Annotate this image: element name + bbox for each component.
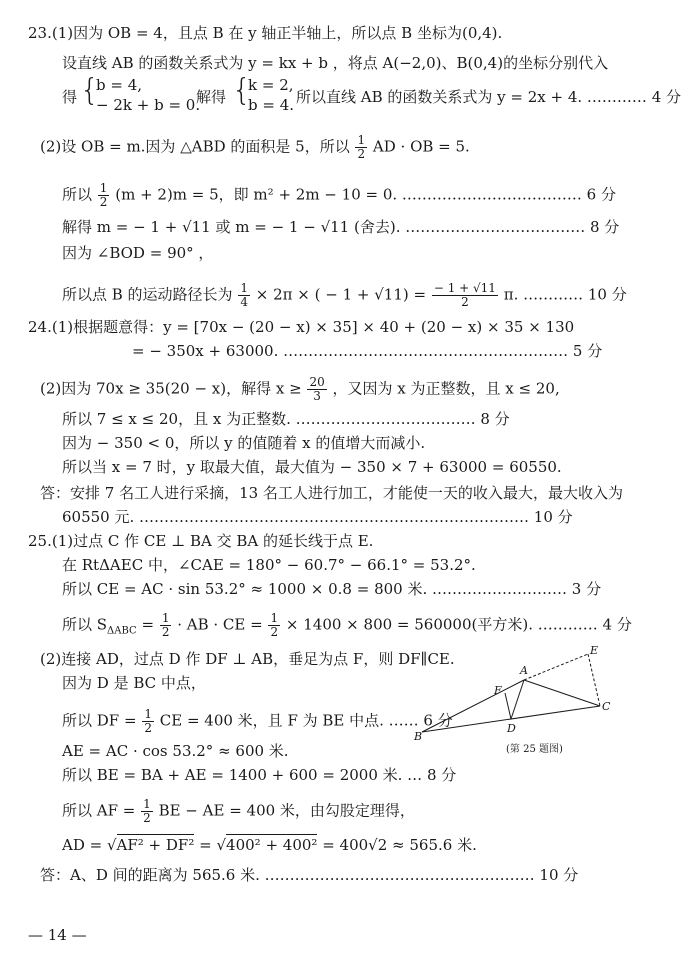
segment-DF (505, 693, 511, 719)
p23-line1: 23.(1)因为 OB = 4，且点 B 在 y 轴正半轴上，所以点 B 坐标为(0,4). (28, 24, 503, 42)
p23-line3-a: 得 (62, 88, 78, 106)
p24-line1: 24.(1)根据题意得：y = [70x − (20 − x) × 35] × 40 + (20 − x) × 35 × 130 (28, 318, 575, 336)
p23-line3-b: 解得 (196, 88, 227, 106)
p25-part2-line7: AD = √AF² + DF² = √400² + 400² = 400√2 ≈ 565.6 米. (62, 836, 477, 854)
p23-part2-line1: (2)设 OB = m.因为 △ABD 的面积是 5，所以 $\frac{1}{2}$ AD · OB = 5. (40, 133, 470, 161)
segment-AC (524, 680, 600, 706)
p25-part2-line5: 所以 BE = BA + AE = 1400 + 600 = 2000 米. … 8 分 (62, 766, 457, 784)
label-D: D (507, 722, 516, 735)
p24-line2: = − 350x + 63000. ………………………………………………… 5 分 (132, 342, 603, 360)
system2-row2: b = 4. (248, 96, 295, 114)
segment-CE (588, 654, 600, 706)
label-F: F (494, 684, 502, 697)
page-number: — 14 — (28, 926, 87, 944)
p24-answer-line1: 答：安排 7 名工人进行采摘，13 名工人进行加工，才能使一天的收入最大，最大收入为 (40, 484, 623, 502)
p25-part2-line2: 因为 D 是 BC 中点， (62, 674, 206, 692)
p24-answer-line2: 60550 元. …………………………………………………………………… 10 分 (62, 508, 573, 526)
p23-part2-line5: 所以点 B 的运动路径长为 $\frac{1}{4}$ × 2π × ( − 1 + √11) = $\frac{- 1 + √11}{2}$ π. ………… 10 分 (62, 281, 627, 309)
p25-part2-line1: (2)连接 AD，过点 D 作 DF ⊥ AB，垂足为点 F，则 DF∥CE. (40, 650, 455, 668)
p25-answer: 答：A、D 间的距离为 565.6 米. ……………………………………………… 10 分 (40, 866, 579, 884)
label-E: E (590, 644, 599, 657)
p25-part2-line6: 所以 AF = $\frac{1}{2}$ BE − AE = 400 米，由勾股定理得， (62, 797, 415, 825)
p23-line2: 设直线 AB 的函数关系式为 y = kx + b ，将点 A(−2,0)、B(0,4)的坐标分别代入 (62, 54, 609, 72)
system1-row2: − 2k + b = 0. (96, 96, 201, 114)
segment-AE-extension (524, 654, 588, 680)
label-A: A (520, 664, 528, 677)
p25-line2: 在 RtΔAEC 中，∠CAE = 180° − 60.7° − 66.1° = 53.2°. (62, 556, 476, 574)
system1-row1: b = 4, (96, 76, 143, 94)
p25-line4: 所以 $S_{\Delta ABC}$ = $\frac{1}{2}$ · AB · CE = $\frac{1}{2}$ × 1400 × 800 = 560000(平方米). ………… 4 分 (62, 611, 632, 639)
system2-row1: k = 2, (248, 76, 294, 94)
p23-line3-c: 所以直线 AB 的函数关系式为 y = 2x + 4. ………… 4 分 (296, 88, 681, 106)
system1-brace: { (80, 73, 100, 108)
problem25-figure (414, 644, 614, 758)
figure-caption: (第 25 题图) (506, 744, 563, 755)
p25-line3: 所以 CE = AC · sin 53.2° ≈ 1000 × 0.8 = 800 米. ……………………… 3 分 (62, 580, 602, 598)
p23-part2-line3: 解得 m = − 1 + √11 或 m = − 1 − √11 (舍去). ……………………………… 8 分 (62, 218, 620, 236)
label-B: B (414, 730, 423, 743)
p23-part2-line2: 所以 $\frac{1}{2}$ (m + 2)m = 5，即 m² + 2m − 10 = 0. ……………………………… 6 分 (62, 181, 616, 209)
system2-brace: { (232, 73, 252, 108)
p24-line5: 因为 − 350 < 0，所以 y 的值随着 x 的值增大而减小. (62, 434, 426, 452)
p24-line6: 所以当 x = 7 时，y 取最大值，最大值为 − 350 × 7 + 63000 = 60550. (62, 458, 562, 476)
label-C: C (602, 700, 611, 713)
p25-part2-line3: 所以 DF = $\frac{1}{2}$ CE = 400 米，且 F 为 BE 中点. …… 6 分 (62, 707, 453, 735)
p24-line3: (2)因为 70x ≥ 35(20 − x)，解得 x ≥ $\frac{20}{3}$ ，又因为 x 为正整数，且 x ≤ 20, (40, 375, 560, 403)
p24-line4: 所以 7 ≤ x ≤ 20，且 x 为正整数. ……………………………… 8 分 (62, 410, 510, 428)
p25-part2-line4: AE = AC · cos 53.2° ≈ 600 米. (62, 742, 289, 760)
p25-line1: 25.(1)过点 C 作 CE ⊥ BA 交 BA 的延长线于点 E. (28, 532, 374, 550)
p23-part2-line4: 因为 ∠BOD = 90° ， (62, 244, 214, 262)
